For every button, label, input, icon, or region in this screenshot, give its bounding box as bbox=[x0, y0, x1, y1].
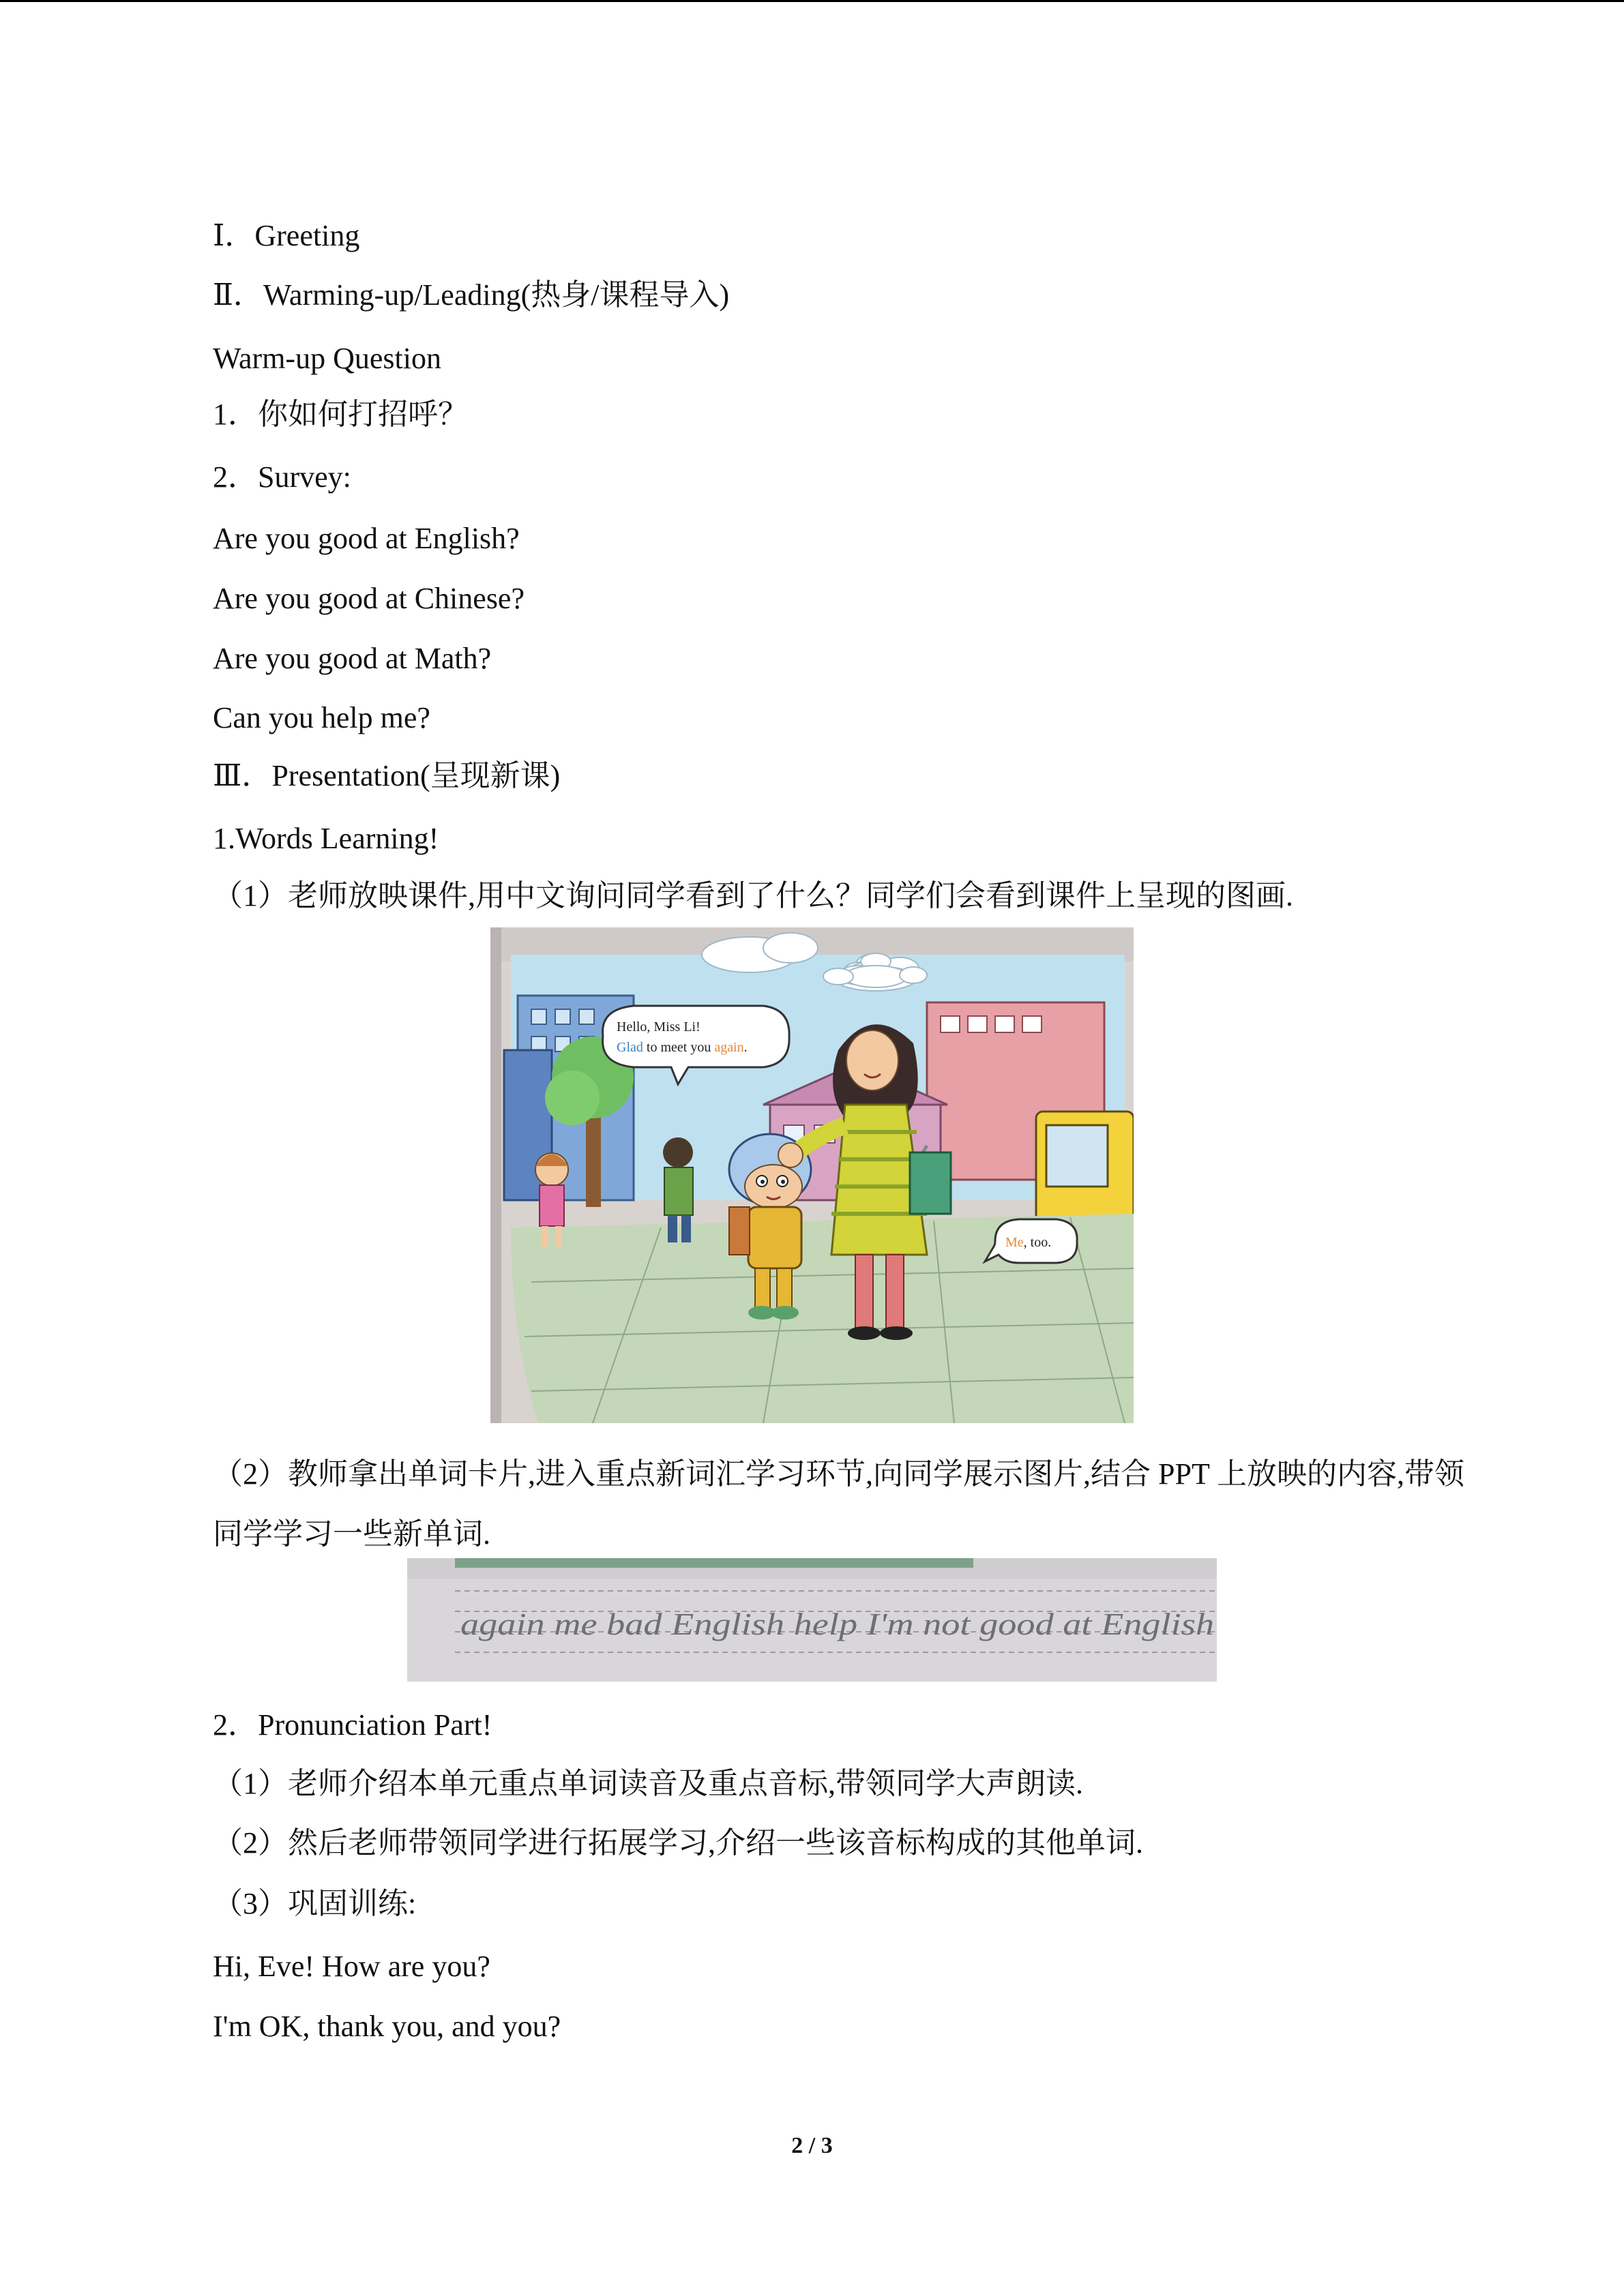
pronunciation-heading: 2．Pronunciation Part! bbox=[213, 1708, 492, 1742]
comic-too: , too. bbox=[1023, 1235, 1052, 1250]
step-2-paragraph: （2）教师拿出单词卡片,进入重点新词汇学习环节,向同学展示图片,结合 PPT 上放映的内容,带领同学学习一些新单词. bbox=[213, 1457, 1465, 1551]
heading-presentation: Ⅲ．Presentation(呈现新课) bbox=[213, 759, 561, 792]
survey-help: Can you help me? bbox=[213, 701, 430, 734]
dialogue-line-2: I'm OK, thank you, and you? bbox=[213, 2010, 561, 2043]
comic-word-again: again bbox=[714, 1040, 744, 1055]
pronunciation-step-1: （1）老师介绍本单元重点单词读音及重点音标,带领同学大声朗读. bbox=[213, 1767, 1083, 1800]
survey-english: Are you good at English? bbox=[213, 522, 520, 555]
page-number: 2 / 3 bbox=[791, 2133, 833, 2158]
word-strip-image bbox=[407, 1558, 1217, 1682]
warm-up-question: Warm-up Question bbox=[213, 342, 441, 375]
survey-math: Are you good at Math? bbox=[213, 642, 492, 675]
step-1-text: （1）老师放映课件,用中文询问同学看到了什么？同学们会看到课件上呈现的图画. bbox=[213, 879, 1293, 912]
words-learning: 1.Words Learning! bbox=[213, 822, 439, 855]
top-rule bbox=[0, 0, 1624, 2]
pronunciation-step-3: （3）巩固训练: bbox=[213, 1887, 417, 1920]
comic-mid: to meet you bbox=[643, 1040, 715, 1055]
comic-bubble-line1: Hello, Miss Li! bbox=[617, 1019, 700, 1034]
survey-chinese: Are you good at Chinese? bbox=[213, 582, 525, 615]
pronunciation-step-2: （2）然后老师带领同学进行拓展学习,介绍一些该音标构成的其他单词. bbox=[213, 1826, 1143, 1860]
heading-greeting: Ⅰ．Greeting bbox=[213, 219, 360, 252]
word-strip-text: again me bad English help I'm not good at English bbox=[460, 1607, 1214, 1641]
comic-word-glad: Glad bbox=[617, 1040, 643, 1055]
comic-word-me: Me bbox=[1005, 1235, 1024, 1250]
survey-label: 2．Survey: bbox=[213, 460, 351, 494]
comic-period: . bbox=[743, 1040, 748, 1055]
heading-warming-up: Ⅱ．Warming-up/Leading(热身/课程导入) bbox=[213, 278, 730, 312]
question-1: 1．你如何打招呼？ bbox=[213, 398, 468, 431]
comic-illustration bbox=[490, 927, 1134, 1423]
comic-bubble2 bbox=[1005, 1235, 1051, 1250]
dialogue-line-1: Hi, Eve! How are you? bbox=[213, 1950, 490, 1983]
comic-bubble-line2 bbox=[617, 1040, 748, 1055]
